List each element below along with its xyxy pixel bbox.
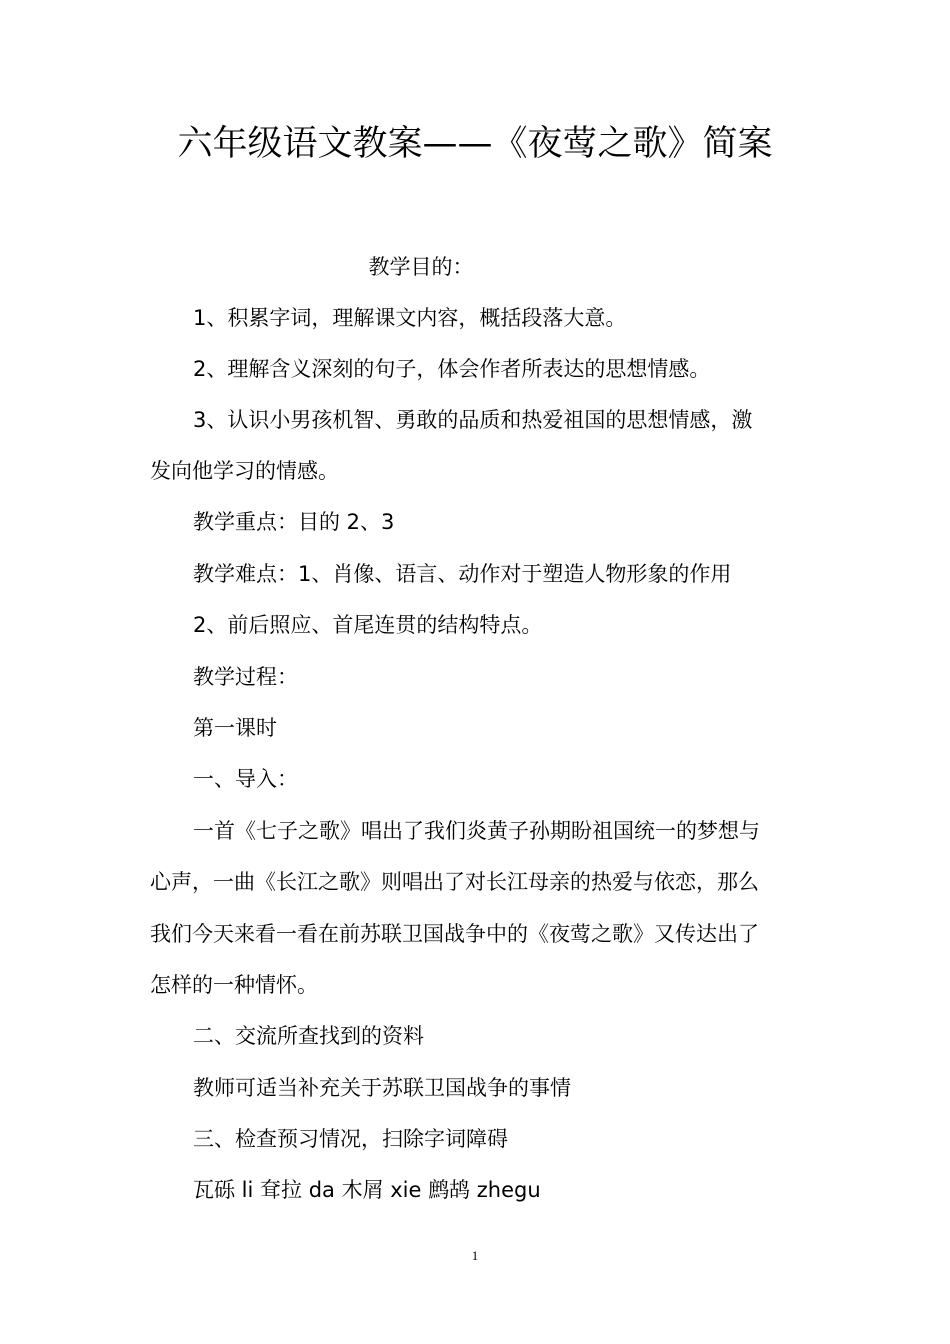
objective-item-continuation: 发向他学习的情感。 — [150, 459, 339, 483]
page-number: 1 — [471, 1248, 479, 1263]
difficulty-item: 2、前后照应、首尾连贯的结构特点。 — [193, 613, 543, 637]
objective-item: 3、认识小男孩机智、勇敢的品质和热爱祖国的思想情感，激 — [193, 408, 753, 432]
intro-paragraph-line: 心声，一曲《长江之歌》则唱出了对长江母亲的热爱与依恋，那么 — [150, 870, 759, 894]
difficulty-item: 教学难点：1、肖像、语言、动作对于塑造人物形象的作用 — [193, 562, 732, 586]
document-title: 六年级语文教案——《夜莺之歌》简案 — [177, 124, 773, 164]
process-heading: 教学过程： — [193, 665, 298, 689]
intro-paragraph-line: 我们今天来看一看在前苏联卫国战争中的《夜莺之歌》又传达出了 — [150, 922, 759, 946]
objective-item: 1、积累字词，理解课文内容，概括段落大意。 — [193, 306, 627, 330]
section-heading: 三、检查预习情况，扫除字词障碍 — [193, 1127, 508, 1151]
objective-item: 2、理解含义深刻的句子，体会作者所表达的思想情感。 — [193, 357, 711, 381]
body-text: 教师可适当补充关于苏联卫国战争的事情 — [193, 1076, 571, 1100]
vocabulary-line: 瓦砾 li 耷拉 da 木屑 xie 鹧鸪 zhegu — [193, 1178, 541, 1202]
intro-paragraph-line: 一首《七子之歌》唱出了我们炎黄子孙期盼祖国统一的梦想与 — [193, 819, 760, 843]
section-heading: 二、交流所查找到的资料 — [193, 1024, 424, 1048]
key-points: 教学重点：目的 2、3 — [193, 510, 395, 534]
objectives-heading: 教学目的： — [368, 255, 474, 279]
intro-paragraph-line: 怎样的一种情怀。 — [150, 973, 318, 997]
lesson-heading: 第一课时 — [193, 716, 277, 740]
section-heading: 一、导入： — [193, 767, 298, 791]
